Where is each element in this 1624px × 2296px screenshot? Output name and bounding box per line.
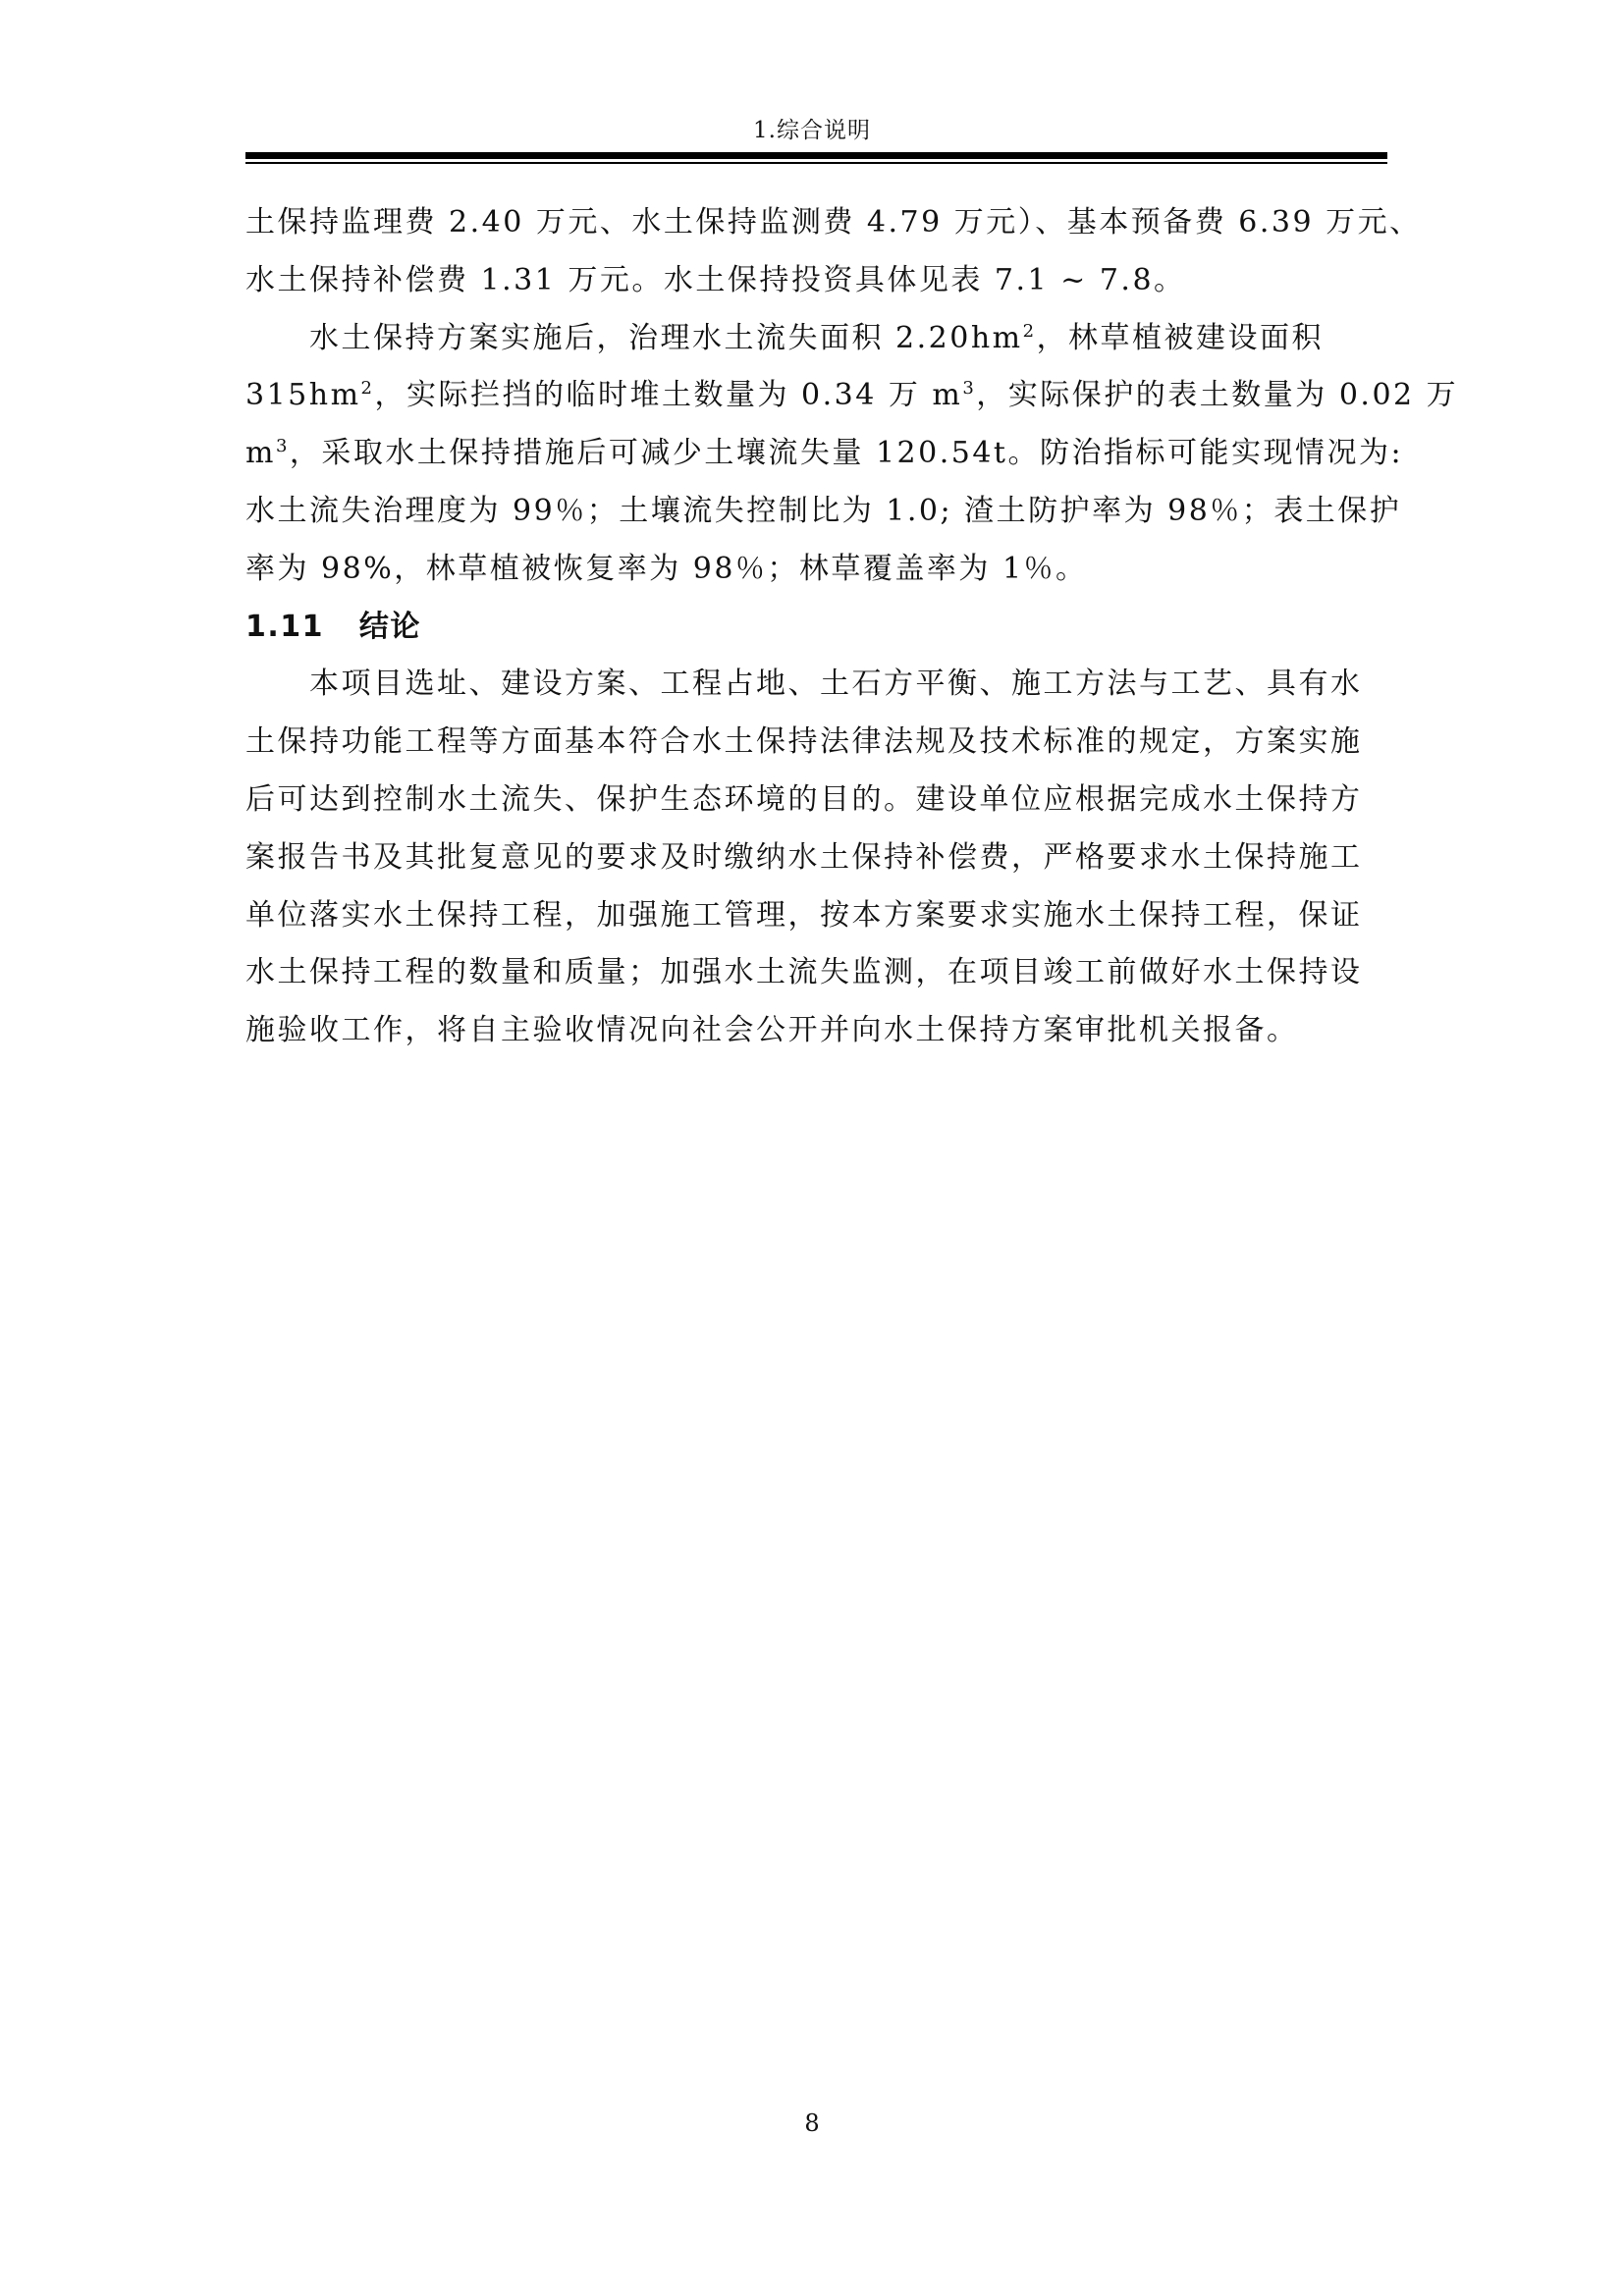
text-segment: ，采取水土保持措施后可减少土壤流失量 120.54t。防治指标可能实现情况为:: [289, 436, 1404, 471]
text-line: 本项目选址、建设方案、工程占地、土石方平衡、施工方法与工艺、具有水: [309, 667, 1363, 702]
text-line: [245, 367, 1459, 425]
text-segment: ，实际保护的表土数量为 0.02 万: [976, 378, 1459, 413]
text-segment: 水土保持方案实施后，治理水土流失面积 2.20hm: [309, 320, 1023, 355]
section-number: 1.11: [245, 609, 325, 644]
text-line: 水土流失治理度为 99％；土壤流失控制比为 1.0; 渣土防护率为 98％；表土保护: [245, 493, 1402, 528]
text-segment: 315hm: [245, 378, 361, 413]
text-line: 土保持监理费 2.40 万元、水土保持监测费 4.79 万元）、基本预备费 6.39 万元、: [245, 205, 1422, 240]
text-line: 后可达到控制水土流失、保护生态环境的目的。建设单位应根据完成水土保持方: [245, 781, 1363, 817]
paragraph-conclusion: [245, 656, 1387, 1060]
text-line: 土保持功能工程等方面基本符合水土保持法律法规及技术标准的规定，方案实施: [245, 724, 1363, 760]
header-rule-thick: [245, 152, 1387, 159]
text-line: 单位落实水土保持工程，加强施工管理，按本方案要求实施水土保持工程，保证: [245, 897, 1363, 933]
text-line: [245, 425, 1404, 483]
paragraph-implementation-results: [245, 310, 1459, 599]
text-line: 施验收工作，将自主验收情况向社会公开并向水土保持方案审批机关报备。: [245, 1013, 1299, 1048]
superscript: 3: [962, 378, 977, 400]
paragraph-investment-continued: [245, 194, 1422, 310]
document-body: [245, 194, 1459, 1060]
header-rule-thin: [245, 162, 1387, 164]
text-line: 案报告书及其批复意见的要求及时缴纳水土保持补偿费，严格要求水土保持施工: [245, 839, 1363, 875]
text-segment: ，实际拦挡的临时堆土数量为 0.34 万 m: [374, 378, 963, 413]
text-segment: m: [245, 436, 276, 471]
text-line: [245, 310, 1387, 368]
text-segment: ，林草植被建设面积: [1036, 320, 1325, 355]
superscript: 2: [1022, 320, 1037, 342]
text-line: 水土保持工程的数量和质量；加强水土流失监测，在项目竣工前做好水土保持设: [245, 955, 1363, 990]
header-title: 1.综合说明: [753, 118, 871, 143]
superscript: 3: [275, 436, 290, 457]
section-heading: [245, 599, 1387, 657]
page-number: 8: [804, 2109, 820, 2137]
text-line: 水土保持补偿费 1.31 万元。水土保持投资具体见表 7.1 ~ 7.8。: [245, 262, 1186, 297]
text-line: 率为 98%，林草植被恢复率为 98％；林草覆盖率为 1％。: [245, 551, 1088, 586]
superscript: 2: [360, 378, 375, 400]
section-title: 结论: [358, 609, 421, 644]
